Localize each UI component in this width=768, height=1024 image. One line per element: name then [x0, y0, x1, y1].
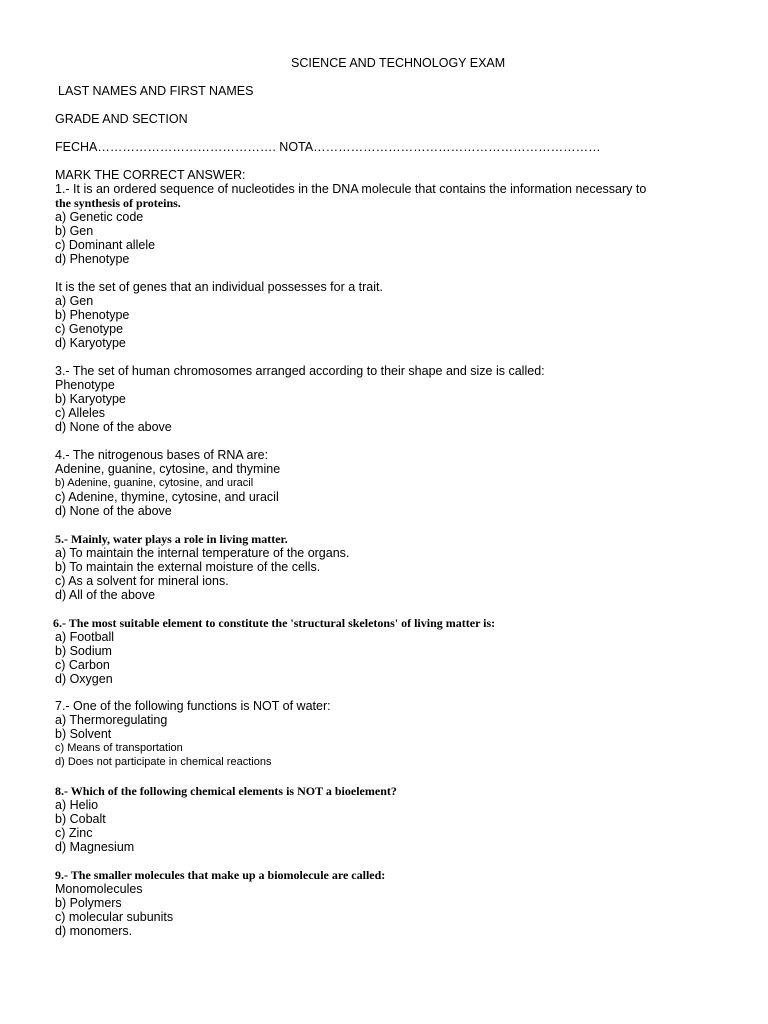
answer-option: a) Thermoregulating [55, 713, 168, 727]
answer-option: c) Carbon [55, 658, 110, 672]
question-2 [55, 280, 383, 350]
answer-option: b) Cobalt [55, 812, 106, 826]
answer-option: c) As a solvent for mineral ions. [55, 574, 229, 588]
question-6 [53, 616, 495, 686]
question-stem: 3.- The set of human chromosomes arranged according to their shape and size is called: [55, 364, 545, 378]
answer-option: c) Dominant allele [55, 238, 156, 252]
answer-option: c) Zinc [55, 826, 93, 840]
answer-option: Phenotype [55, 378, 115, 392]
answer-option: a) Football [55, 630, 115, 644]
question-1 [55, 168, 646, 266]
instructions: MARK THE CORRECT ANSWER: [55, 168, 246, 182]
question-stem: 4.- The nitrogenous bases of RNA are: [55, 448, 269, 462]
answer-option: d) None of the above [55, 420, 172, 434]
answer-option: b) To maintain the external moisture of the cells. [55, 560, 321, 574]
question-4 [55, 448, 280, 518]
question-9 [55, 868, 385, 938]
answer-option: a) Genetic code [55, 210, 144, 224]
question-stem: It is the set of genes that an individual possesses for a trait. [55, 280, 383, 294]
question-stem: 5.- Mainly, water plays a role in living matter. [55, 532, 288, 546]
answer-option: Adenine, guanine, cytosine, and thymine [55, 462, 281, 476]
answer-option: d) Does not participate in chemical reactions [55, 756, 272, 768]
question-3 [55, 364, 545, 434]
answer-option: b) Karyotype [55, 392, 126, 406]
answer-option: b) Gen [55, 224, 94, 238]
answer-option: d) Magnesium [55, 840, 135, 854]
answer-option: Monomolecules [55, 882, 143, 896]
question-8 [55, 784, 397, 854]
question-stem: 8.- Which of the following chemical elements is NOT a bioelement? [55, 784, 397, 798]
answer-option: d) monomers. [55, 924, 133, 938]
answer-option: d) Phenotype [55, 252, 130, 266]
answer-option: b) Sodium [55, 644, 112, 658]
answer-option: c) molecular subunits [55, 910, 174, 924]
answer-option: c) Means of transportation [55, 742, 183, 754]
exam-title: SCIENCE AND TECHNOLOGY EXAM [291, 56, 506, 70]
answer-option: b) Phenotype [55, 308, 130, 322]
names-field-label: LAST NAMES AND FIRST NAMES [58, 84, 254, 98]
question-stem: 1.- It is an ordered sequence of nucleotides in the DNA molecule that contains the information necessary to [55, 182, 647, 196]
answer-option: d) Oxygen [55, 672, 113, 686]
date-grade-line: FECHA……………………………………. NOTA…………………………………………………………… [55, 140, 601, 154]
answer-option: d) All of the above [55, 588, 156, 602]
answer-option: d) None of the above [55, 504, 172, 518]
question-5 [55, 532, 349, 602]
answer-option: b) Polymers [55, 896, 122, 910]
answer-option: b) Adenine, guanine, cytosine, and uracil [55, 477, 254, 489]
answer-option: a) To maintain the internal temperature of the organs. [55, 546, 350, 560]
answer-option: c) Adenine, thymine, cytosine, and uracil [55, 490, 279, 504]
answer-option: a) Gen [55, 294, 94, 308]
answer-option: c) Genotype [55, 322, 124, 336]
question-7 [55, 699, 331, 769]
question-stem-continuation: the synthesis of proteins. [55, 196, 181, 210]
answer-option: c) Alleles [55, 406, 106, 420]
question-stem: 7.- One of the following functions is NOT of water: [55, 699, 331, 713]
question-stem: 9.- The smaller molecules that make up a biomolecule are called: [55, 868, 386, 882]
answer-option: d) Karyotype [55, 336, 126, 350]
grade-field-label: GRADE AND SECTION [55, 112, 188, 126]
answer-option: b) Solvent [55, 727, 112, 741]
question-stem: 6.- The most suitable element to constitute the 'structural skeletons' of living matter is: [53, 616, 496, 630]
answer-option: a) Helio [55, 798, 99, 812]
